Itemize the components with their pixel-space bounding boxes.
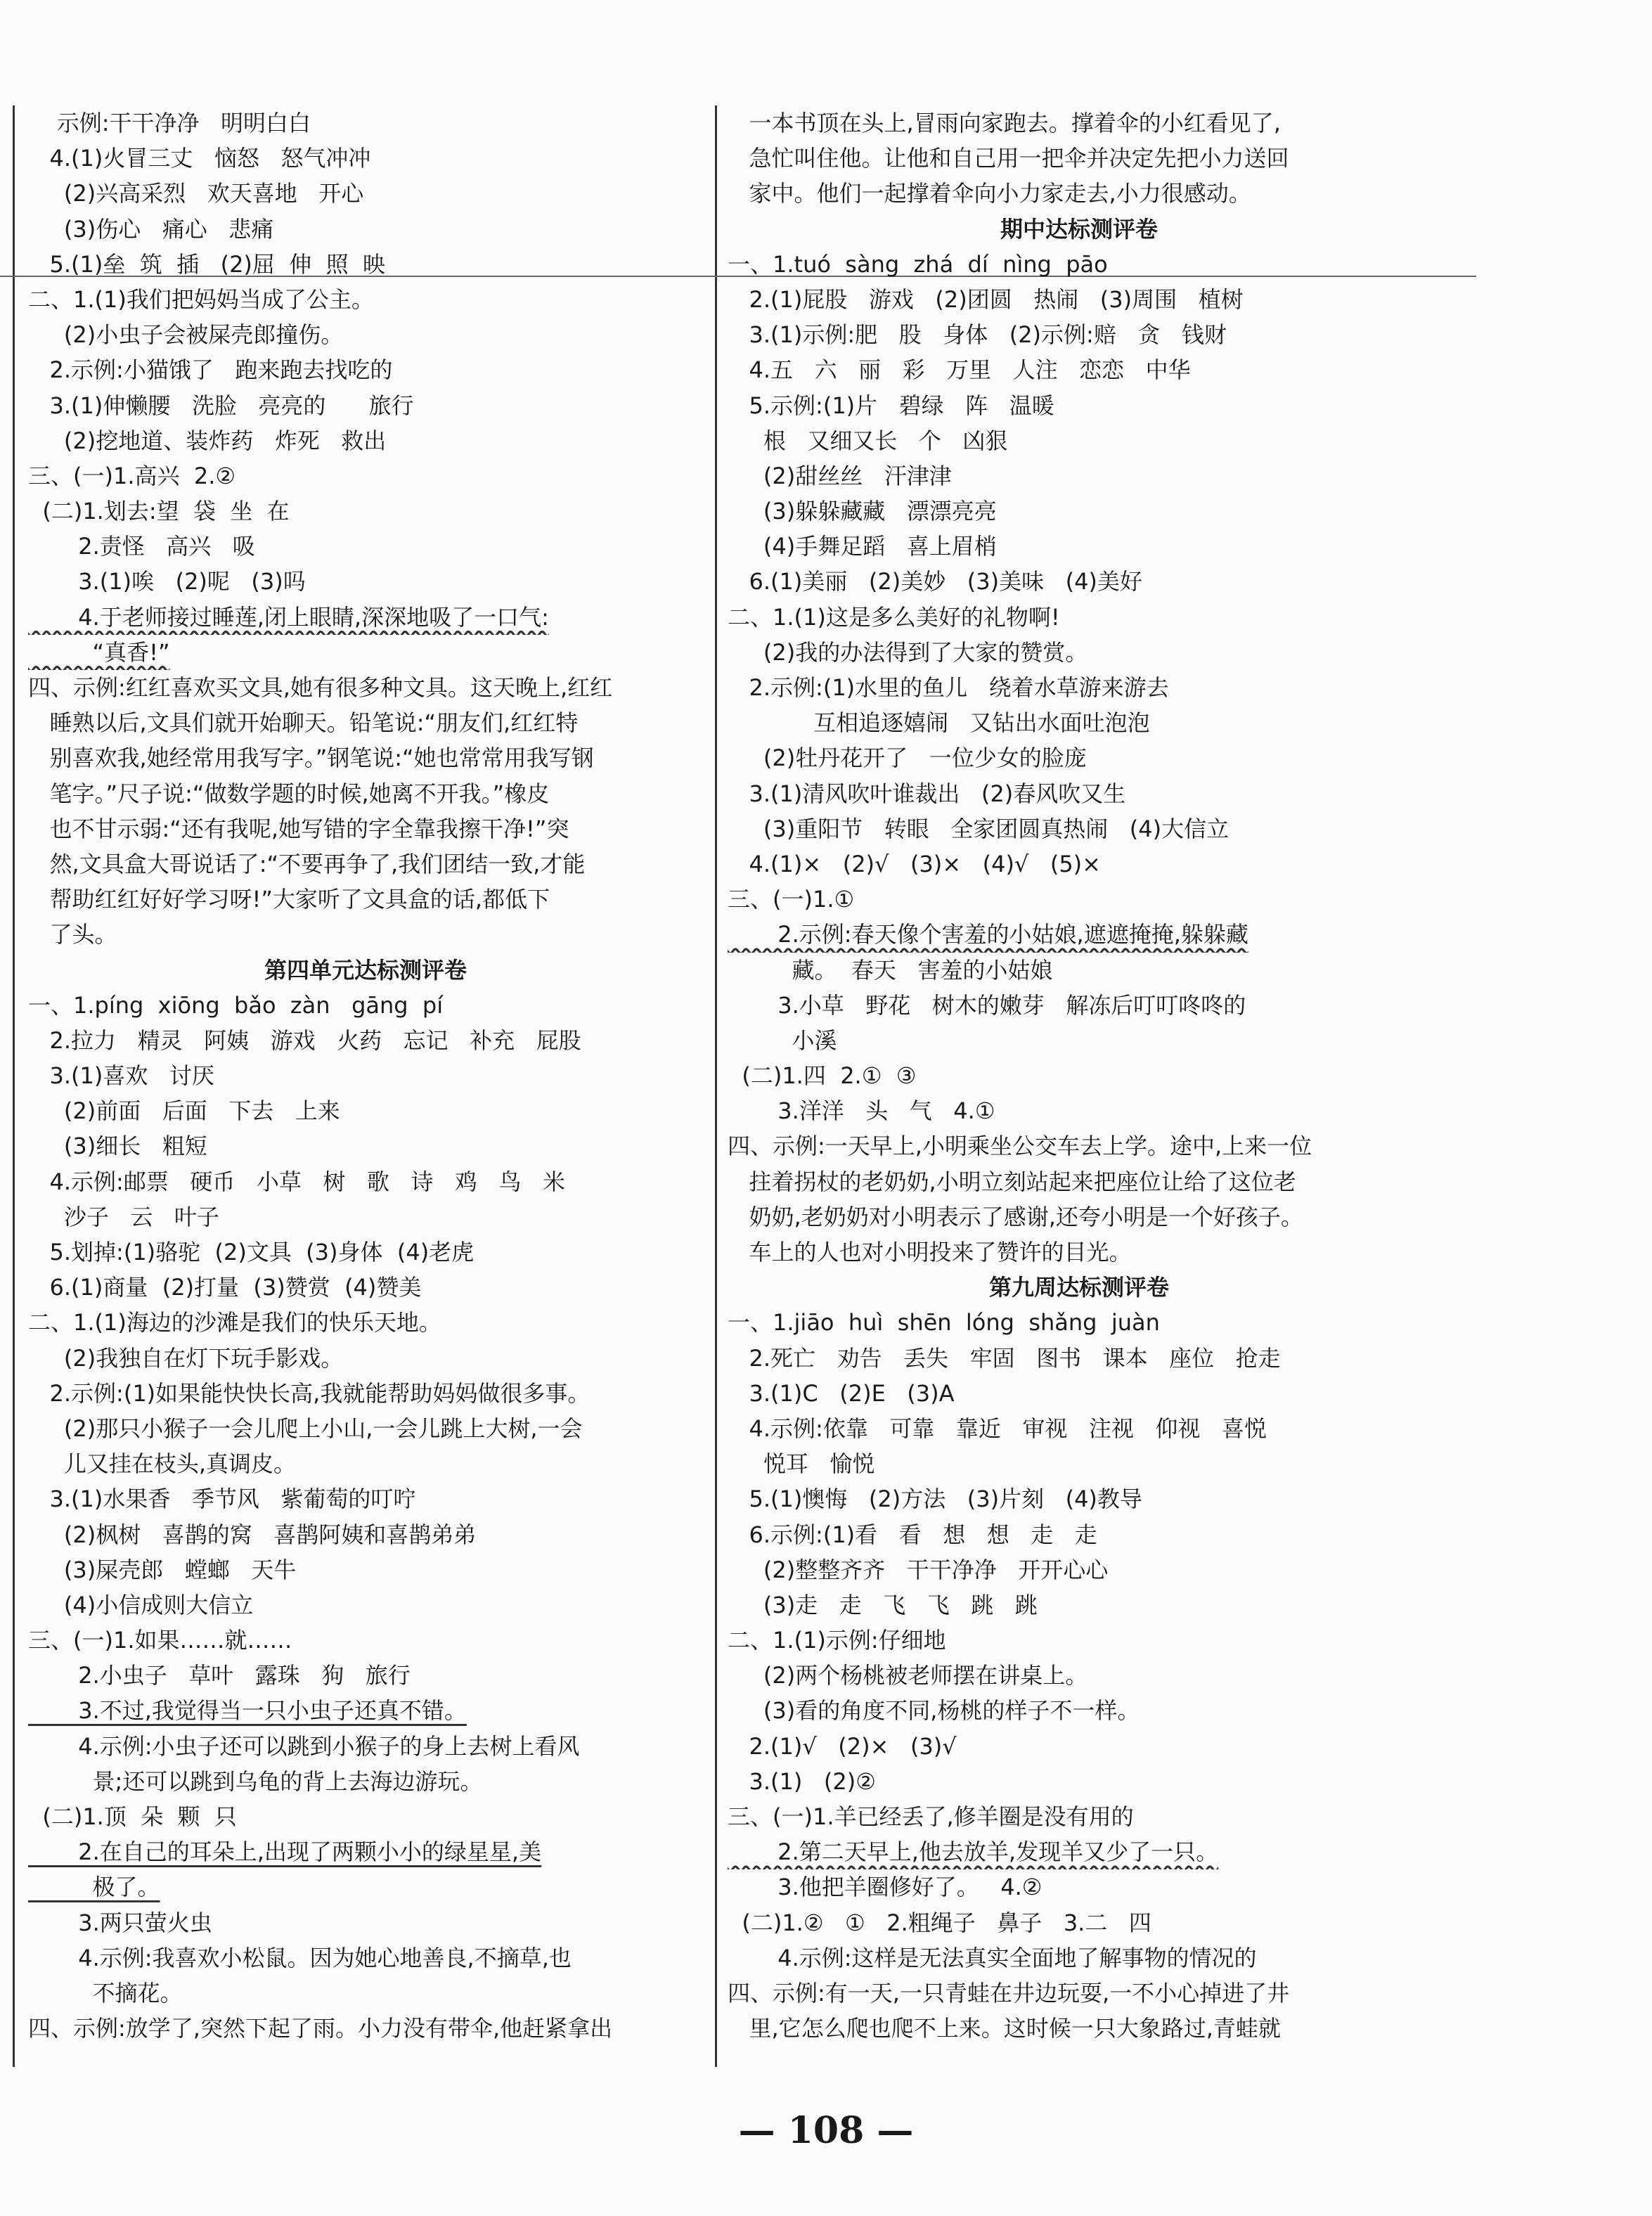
answer-line: 然,文具盒大哥说话了:“不要再争了,我们团结一致,才能: [28, 850, 586, 877]
answer-line: 一本书顶在头上,冒雨向家跑去。撑着伞的小红看见了,: [728, 110, 1281, 136]
answer-line: 二、1.(1)海边的沙滩是我们的快乐天地。: [28, 1309, 441, 1336]
answer-line: 三、(一)1.如果……就……: [28, 1627, 292, 1654]
answer-line: 2.在自己的耳朵上,出现了两颗小小的绿星星,美: [28, 1838, 542, 1866]
answer-line: 2.示例:(1)水里的鱼儿 绕着水草游来游去: [728, 674, 1169, 701]
answer-line: 别喜欢我,她经常用我写字。”钢笔说:“她也常常用我写钢: [28, 745, 594, 772]
answer-line: (4)手舞足蹈 喜上眉梢: [728, 533, 997, 560]
answer-line: 2.示例:(1)如果能快快长高,我就能帮助妈妈做很多事。: [28, 1379, 591, 1407]
answer-line: (3)伤心 痛心 悲痛: [28, 215, 274, 243]
answer-line: 四、示例:红红喜欢买文具,她有很多种文具。这天晚上,红红: [28, 674, 613, 701]
answer-line: (2)甜丝丝 汗津津: [728, 462, 952, 489]
answer-line: 3.(1) (2)②: [728, 1767, 876, 1795]
answer-line: (4)小信成则大信立: [28, 1591, 254, 1618]
answer-line: 互相追逐嬉闹 又钻出水面吐泡泡: [728, 709, 1150, 737]
answer-line: 3.他把羊圈修好了。 4.②: [728, 1874, 1043, 1901]
answer-line: 3.不过,我觉得当一只小虫子还真不错。: [28, 1697, 467, 1725]
column-divider: [715, 105, 717, 2067]
answer-line: 4.示例:小虫子还可以跳到小猴子的身上去树上看风: [28, 1732, 580, 1760]
answer-line: (2)枫树 喜鹊的窝 喜鹊阿姨和喜鹊弟弟: [28, 1521, 477, 1548]
answer-line: (2)我独自在灯下玩手影戏。: [28, 1344, 344, 1372]
answer-line: 急忙叫住他。让他和自己用一把伞并决定先把小力送回: [728, 145, 1289, 172]
section-title: 期中达标测评卷: [1000, 215, 1158, 243]
answer-line: 3.(1)示例:肥 股 身体 (2)示例:赔 贪 钱财: [728, 321, 1227, 349]
answer-line: 一、1.píng xiōng bǎo zàn gāng pí: [28, 991, 444, 1019]
answer-line: 睡熟以后,文具们就开始聊天。铅笔说:“朋友们,红红特: [28, 709, 579, 737]
answer-line: 2.死亡 劝告 丢失 牢固 图书 课本 座位 抢走: [728, 1344, 1281, 1372]
answer-line: (2)前面 后面 下去 上来: [28, 1097, 340, 1125]
answer-line: 家中。他们一起撑着伞向小力家走去,小力很感动。: [728, 180, 1251, 207]
answer-line: 景;还可以跳到乌龟的背上去海边游玩。: [28, 1767, 483, 1795]
answer-line: 拄着拐杖的老奶奶,小明立刻站起来把座位让给了这位老: [728, 1168, 1296, 1195]
answer-line: 3.(1)C (2)E (3)A: [728, 1379, 955, 1407]
answer-line: 三、(一)1.羊已经丢了,修羊圈是没有用的: [728, 1803, 1134, 1830]
answer-line: 3.(1)唉 (2)呢 (3)吗: [28, 568, 306, 595]
answer-line: 儿又挂在枝头,真调皮。: [28, 1450, 297, 1478]
answer-line: 4.示例:邮票 硬币 小草 树 歌 诗 鸡 鸟 米: [28, 1168, 565, 1195]
answer-line: 四、示例:放学了,突然下起了雨。小力没有带伞,他赶紧拿出: [28, 2015, 613, 2042]
answer-line: 5.(1)懊悔 (2)方法 (3)片刻 (4)教导: [728, 1486, 1142, 1513]
answer-line: 二、1.(1)示例:仔细地: [728, 1627, 946, 1654]
answer-line: (3)走 走 飞 飞 跳 跳: [728, 1591, 1038, 1618]
answer-line: 3.(1)清风吹叶谁裁出 (2)春风吹又生: [728, 780, 1126, 807]
answer-line: (3)细长 粗短: [28, 1133, 207, 1160]
answer-line: 5.示例:(1)片 碧绿 阵 温暖: [728, 392, 1054, 419]
answer-line: (2)两个杨桃被老师摆在讲桌上。: [728, 1662, 1088, 1689]
answer-line: 3.(1)水果香 季节风 紫葡萄的叮咛: [28, 1486, 416, 1513]
right-column: [728, 105, 1431, 2046]
answer-line: 了头。: [28, 921, 117, 948]
answer-line: 5.(1)垒 筑 插 (2)屈 伸 照 映: [28, 250, 385, 278]
page-number: — 108 —: [738, 2109, 914, 2152]
section-title: 第四单元达标测评卷: [264, 956, 467, 984]
answer-line: 2.责怪 高兴 吸: [28, 533, 255, 560]
answer-line: 4.示例:我喜欢小松鼠。因为她心地善良,不摘草,也: [28, 1944, 572, 1971]
answer-line: 三、(一)1.高兴 2.②: [28, 462, 236, 489]
answer-line: 笔字。”尺子说:“做数学题的时候,她离不开我。”橡皮: [28, 780, 550, 807]
answer-line: 根 又细又长 个 凶狠: [728, 427, 1008, 454]
answer-line: 藏。 春天 害羞的小姑娘: [728, 956, 1053, 984]
answer-line: (2)我的办法得到了大家的赞赏。: [728, 638, 1088, 666]
answer-line: 4.(1)× (2)√ (3)× (4)√ (5)×: [728, 850, 1101, 877]
answer-line: 帮助红红好好学习呀!”大家听了文具盒的话,都低下: [28, 886, 550, 913]
answer-line: 小溪: [728, 1026, 837, 1054]
answer-line: (二)1.② ① 2.粗绳子 鼻子 3.二 四: [728, 1909, 1151, 1936]
answer-line: (2)整整齐齐 干干净净 开开心心: [728, 1556, 1109, 1583]
answer-line: 3.小草 野花 树木的嫩芽 解冻后叮叮咚咚的: [728, 991, 1246, 1019]
answer-line: 2.第二天早上,他去放羊,发现羊又少了一只。: [728, 1838, 1219, 1866]
answer-line: 车上的人也对小明投来了赞许的目光。: [728, 1239, 1132, 1265]
answer-line: (2)牡丹花开了 一位少女的脸庞: [728, 745, 1087, 772]
answer-line: 6.(1)商量 (2)打量 (3)赞赏 (4)赞美: [28, 1274, 422, 1301]
answer-line: (3)重阳节 转眼 全家团圆真热闹 (4)大信立: [728, 815, 1230, 842]
answer-line: (3)看的角度不同,杨桃的样子不一样。: [728, 1697, 1140, 1725]
answer-line: 6.(1)美丽 (2)美妙 (3)美味 (4)美好: [728, 568, 1142, 595]
answer-line: (二)1.划去:望 袋 坐 在: [28, 498, 290, 525]
answer-line: (2)挖地道、装炸药 炸死 救出: [28, 427, 387, 454]
answer-line: 悦耳 愉悦: [728, 1450, 875, 1478]
answer-line: 4.于老师接过睡莲,闭上眼睛,深深地吸了一口气:: [28, 603, 549, 631]
answer-line: 二、1.(1)我们把妈妈当成了公主。: [28, 285, 374, 313]
answer-line: 3.(1)伸懒腰 洗脸 亮亮的 旅行: [28, 392, 414, 419]
answer-line: 里,它怎么爬也爬不上来。这时候一只大象路过,青蛙就: [728, 2015, 1281, 2042]
answer-line: 3.两只萤火虫: [28, 1909, 212, 1936]
answer-line: 2.示例:小猫饿了 跑来跑去找吃的: [28, 356, 393, 384]
answer-line: 四、示例:有一天,一只青蛙在井边玩耍,一不小心掉进了井: [728, 1979, 1290, 2006]
answer-line: 4.(1)火冒三丈 恼怒 怒气冲冲: [28, 145, 371, 172]
answer-line: “真香!”: [28, 638, 170, 666]
answer-line: (二)1.四 2.① ③: [728, 1062, 917, 1090]
answer-line: (2)小虫子会被屎壳郎撞伤。: [28, 321, 344, 349]
answer-line: 四、示例:一天早上,小明乘坐公交车去上学。途中,上来一位: [728, 1133, 1312, 1160]
answer-line: 二、1.(1)这是多么美好的礼物啊!: [728, 603, 1060, 631]
answer-line: (3)屎壳郎 螳螂 天牛: [28, 1556, 297, 1583]
answer-line: (3)躲躲藏藏 漂漂亮亮: [728, 498, 997, 525]
answer-line: 2.(1)屁股 游戏 (2)团圆 热闹 (3)周围 植树: [728, 285, 1244, 313]
answer-line: 一、1.tuó sàng zhá dí nìng pāo: [728, 250, 1108, 278]
answer-line: 2.(1)√ (2)× (3)√: [728, 1732, 957, 1760]
answer-line: 三、(一)1.①: [728, 886, 855, 913]
answer-line: 也不甘示弱:“还有我呢,她写错的字全靠我擦干净!”突: [28, 815, 569, 842]
answer-line: (2)兴高采烈 欢天喜地 开心: [28, 180, 364, 207]
answer-line: 2.拉力 精灵 阿姨 游戏 火药 忘记 补充 屁股: [28, 1026, 581, 1054]
answer-line: (二)1.顶 朵 颗 只: [28, 1803, 237, 1830]
answer-line: 奶奶,老奶奶对小明表示了感谢,还夸小明是一个好孩子。: [728, 1203, 1303, 1230]
answer-line: 3.洋洋 头 气 4.①: [728, 1097, 995, 1125]
left-border-line: [13, 105, 15, 2067]
answer-line: 4.五 六 丽 彩 万里 人注 恋恋 中华: [728, 356, 1191, 384]
answer-line: 4.示例:依靠 可靠 靠近 审视 注视 仰视 喜悦: [728, 1415, 1267, 1442]
section-title: 第九周达标测评卷: [988, 1274, 1169, 1301]
answer-line: 2.小虫子 草叶 露珠 狗 旅行: [28, 1662, 411, 1689]
left-column: [28, 105, 703, 2046]
answer-line: (2)那只小猴子一会儿爬上小山,一会儿跳上大树,一会: [28, 1415, 583, 1442]
answer-line: 3.(1)喜欢 讨厌: [28, 1062, 214, 1090]
answer-line: 不摘花。: [28, 1979, 183, 2006]
answer-line: 5.划掉:(1)骆驼 (2)文具 (3)身体 (4)老虎: [28, 1239, 475, 1265]
answer-line: 6.示例:(1)看 看 想 想 走 走: [728, 1521, 1097, 1548]
answer-line: 一、1.jiāo huì shēn lóng shǎng juàn: [728, 1309, 1160, 1336]
answer-line: 极了。: [28, 1874, 160, 1901]
answer-line: 示例:干干净净 明明白白: [28, 110, 311, 136]
answer-line: 4.示例:这样是无法真实全面地了解事物的情况的: [728, 1944, 1257, 1971]
answer-line: 沙子 云 叶子: [28, 1203, 219, 1230]
answer-line: 2.示例:春天像个害羞的小姑娘,遮遮掩掩,躲躲藏: [728, 921, 1248, 948]
